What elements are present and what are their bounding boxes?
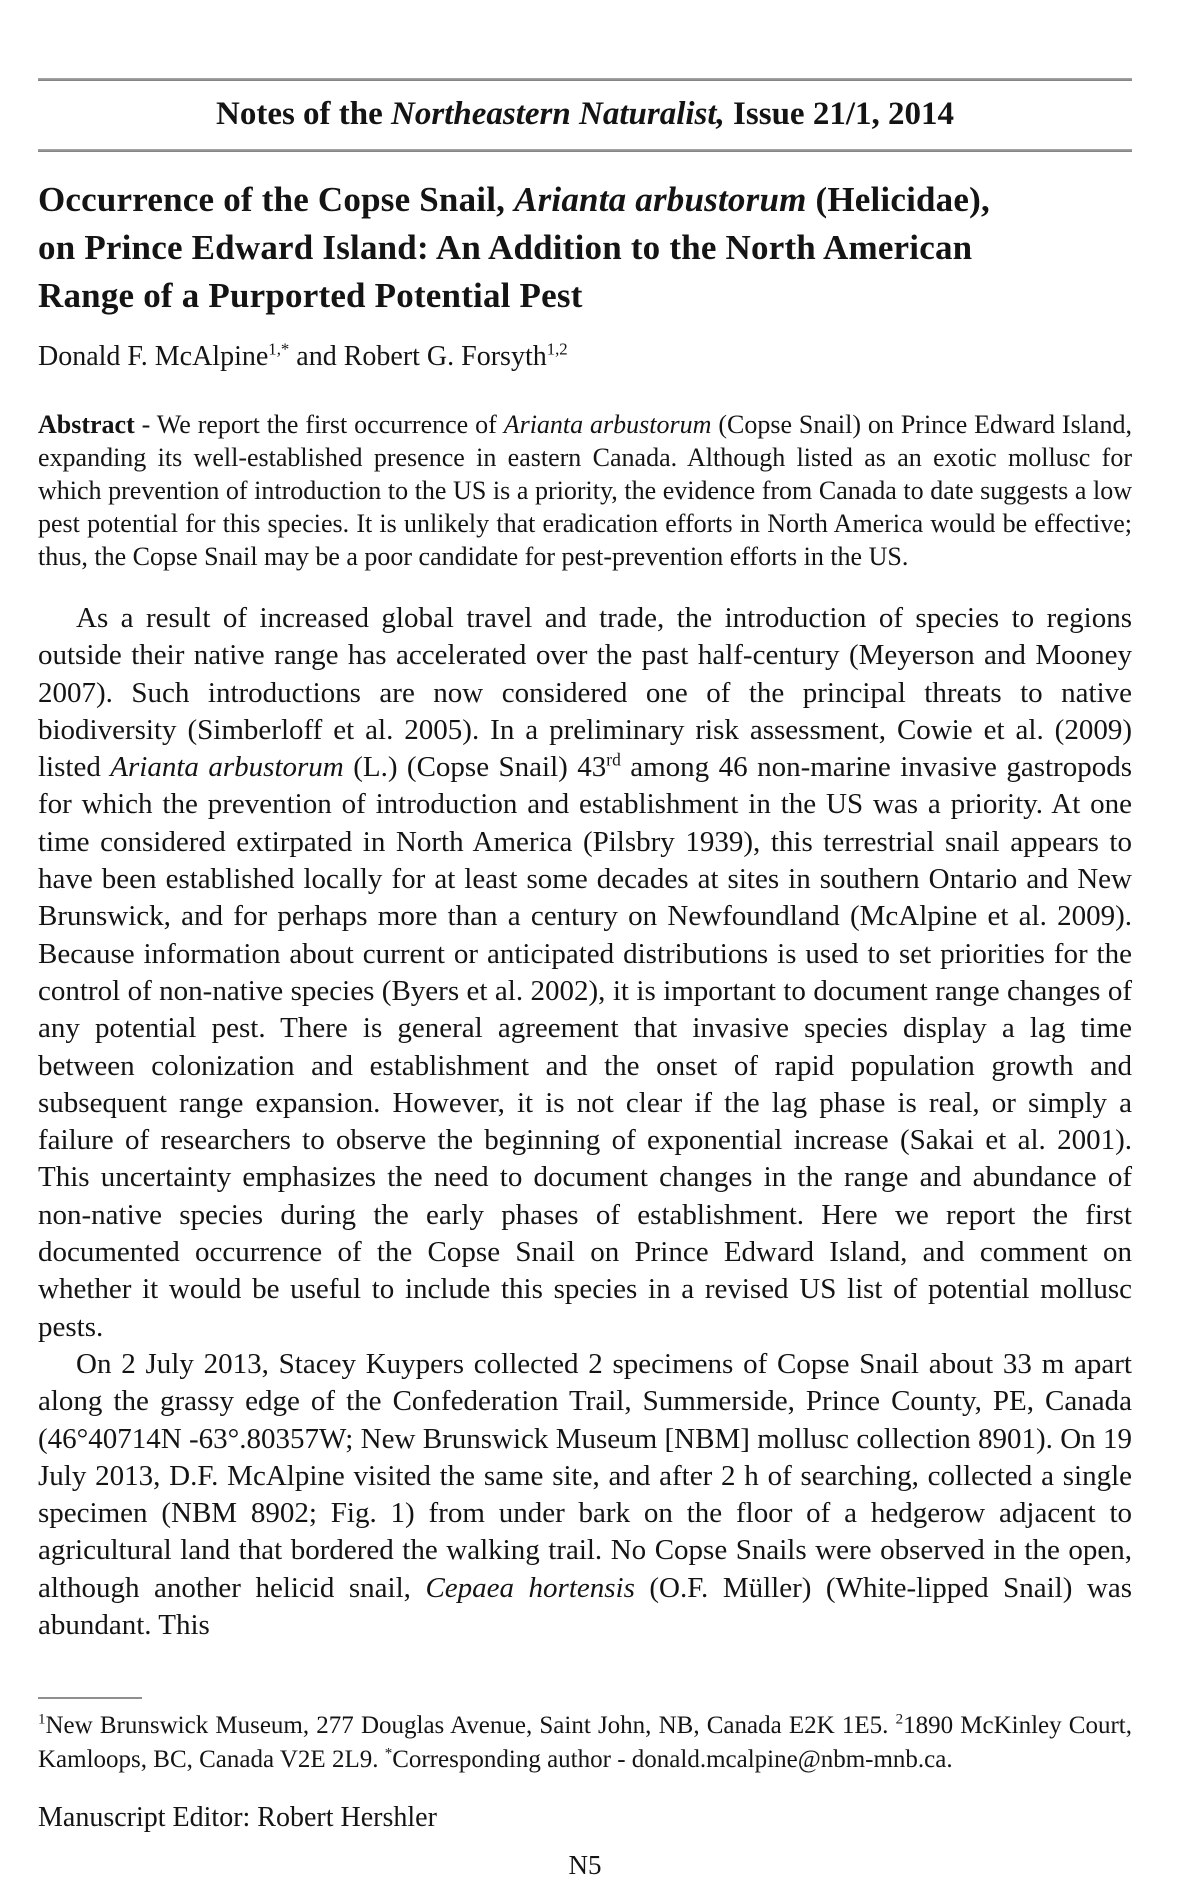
page-footer [38, 1697, 1132, 1881]
ordinal-superscript: rd [606, 749, 621, 770]
paragraph-1-species-name: Arianta arbustorum [110, 751, 344, 784]
journal-name: Northeastern Naturalist, [391, 96, 725, 132]
footnote-marker-corresponding: * [384, 1745, 393, 1762]
abstract-species-name: Arianta arbustorum [503, 410, 712, 439]
footnote-marker-1: 1 [38, 1711, 46, 1728]
paragraph-2 [38, 1346, 1132, 1644]
affiliation-1: New Brunswick Museum, 277 Douglas Avenue, Saint John, NB, Canada E2K 1E5. [45, 1712, 896, 1739]
journal-header-suffix: Issue 21/1, 2014 [724, 96, 954, 132]
footnote [38, 1709, 1132, 1777]
footnote-marker-2: 2 [895, 1711, 904, 1728]
abstract-text: (Copse Snail) on Prince Edward Island, expanding its well-established presence in eastern Canada. Although listed as an exotic mollusc for which prevention of introduction to the US is a priority, the evidence from Canada to date suggests a low pest potential for this species. It is unlikely that eradication efforts in North America would be effective; thus, the Copse Snail may be a poor candidate for pest-prevention efforts in the US. [38, 410, 1132, 571]
manuscript-editor: Manuscript Editor: Robert Hershler [38, 1802, 437, 1833]
author-2: Robert G. Forsyth [343, 341, 547, 372]
author-joiner: and [289, 341, 344, 372]
article-title [38, 176, 1132, 320]
journal-header [38, 81, 1132, 149]
affiliation-2: 1890 McKinley Court, Kamloops, BC, Canada V2E 2L9. [38, 1712, 1132, 1773]
abstract-separator: - [134, 410, 157, 439]
abstract-text: We report the first occurrence of [156, 410, 504, 439]
author-1-affiliation-marker: 1,* [268, 339, 290, 359]
abstract [38, 408, 1132, 573]
author-1: Donald F. McAlpine [38, 341, 269, 372]
article-body [38, 600, 1132, 1644]
paragraph-1 [38, 600, 1132, 1346]
abstract-label: Abstract [38, 410, 135, 439]
title-line-3: Range of a Purported Potential Pest [38, 276, 583, 315]
corresponding-author: Corresponding author - donald.mcalpine@nbm-mnb.ca. [392, 1746, 953, 1773]
title-line-2: on Prince Edward Island: An Addition to the North American [38, 228, 973, 267]
footnote-rule [38, 1697, 142, 1699]
paragraph-2-text: On 2 July 2013, Stacey Kuypers collected 2 specimens of Copse Snail about 33 m apart along the grassy edge of the Confederation Trail, Summerside, Prince County, PE, Canada (46°40714N -63°.80357W; New Brunswick Museum [NBM] mollusc collection 8901). On 19 July 2013, D.F. McAlpine visited the same site, and after 2 h of searching, collected a single specimen (NBM 8902; Fig. 1) from under bark on the floor of a hedgerow adjacent to agricultural land that bordered the walking trail. No Copse Snails were observed in the open, although another helicid snail, [38, 1347, 1132, 1604]
paragraph-1-text: As a result of increased global travel and trade, the introduction of species to regions outside their native range has accelerated over the past half-century (Meyerson and Mooney 2007). Such introductions are now considered one of the principal threats to native biodiversity (Simberloff et al. 2005). In a preliminary risk assessment, Cowie et al. (2009) listed [38, 602, 1132, 784]
journal-header-prefix: Notes of the [216, 96, 392, 132]
paragraph-2-species-name: Cepaea hortensis [425, 1571, 635, 1604]
author-2-affiliation-marker: 1,2 [546, 339, 568, 359]
title-segment: Occurrence of the Copse Snail, [38, 180, 515, 219]
header-rule-bottom [38, 149, 1132, 152]
title-segment: (Helicidae), [806, 180, 990, 219]
paragraph-1-text: (L.) (Copse Snail) 43 [343, 751, 607, 784]
paragraph-1-text: among 46 non-marine invasive gastropods for which the prevention of introduction and establishment in the US was a priority. At one time considered extirpated in North America (Pilsbry 1939), this terrestrial snail appears to have been established locally for at least some decades at sites in southern Ontario and New Brunswick, and for perhaps more than a century on Newfoundland (McAlpine et al. 2009). Because information about current or anticipated distributions is used to set priorities for the control of non-native species (Byers et al. 2002), it is important to document range changes of any potential pest. There is general agreement that invasive species display a lag time between colonization and establishment and the onset of rapid population growth and subsequent range expansion. However, it is not clear if the lag phase is real, or simply a failure of researchers to observe the beginning of exponential increase (Sakai et al. 2001). This uncertainty emphasizes the need to document changes in the range and abundance of non-native species during the early phases of establishment. Here we report the first documented occurrence of the Copse Snail on Prince Edward Island, and comment on whether it would be useful to include this species in a revised US list of potential mollusc pests. [38, 751, 1132, 1343]
paragraph-2-text: (O.F. Müller) (White-lipped Snail) was abundant. This [38, 1571, 1132, 1642]
title-species-name: Arianta arbustorum [514, 180, 807, 219]
author-line [38, 340, 1132, 374]
page-number: N5 [568, 1850, 602, 1880]
